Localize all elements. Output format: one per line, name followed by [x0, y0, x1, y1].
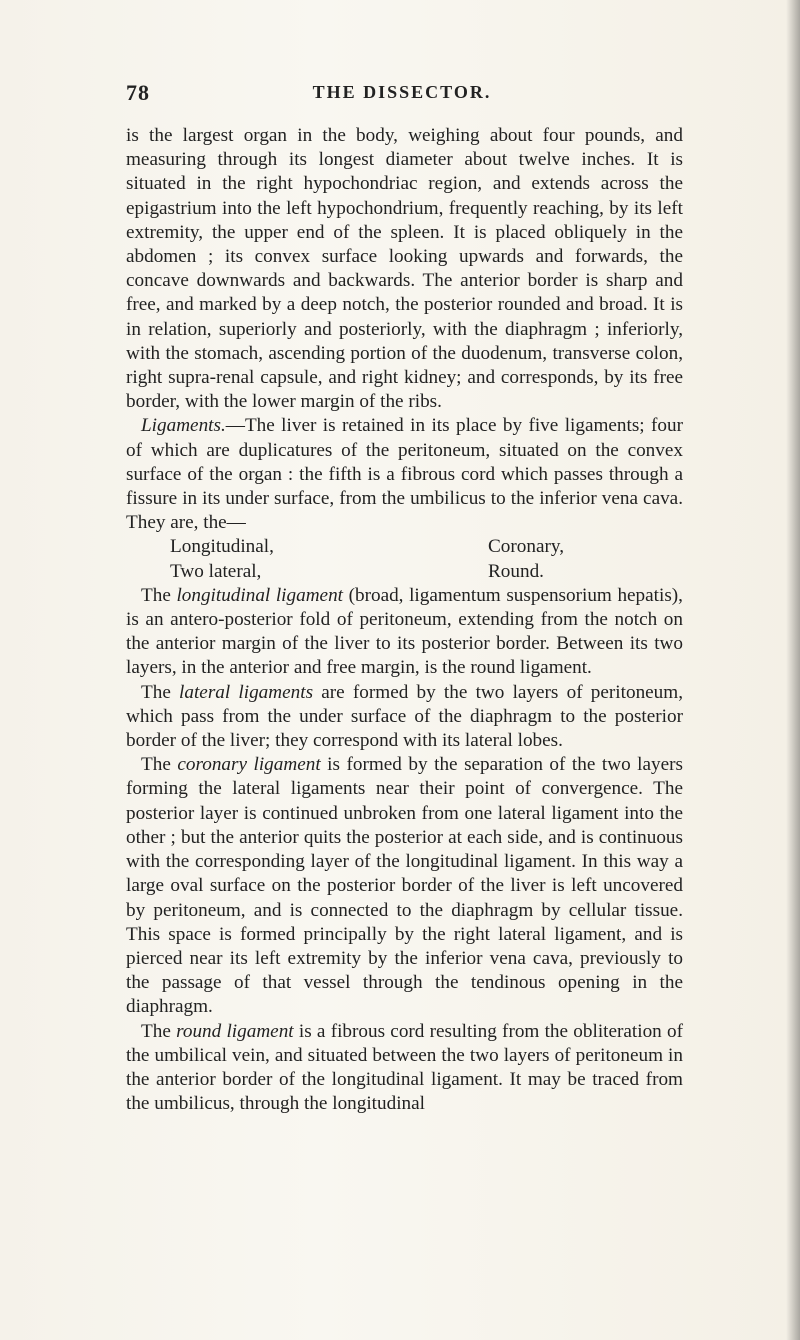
paragraph-longitudinal-ligament	[126, 584, 683, 681]
ligament-list-item: Round.	[488, 560, 544, 582]
paragraph-round-ligament	[126, 1020, 683, 1117]
paragraph-longitudinal-text: (broad, ligamentum suspensorium hepatis), is an antero-posterior fold of peritoneum, extending from the notch on the anterior margin of the liver to its posterior border. Between its two layers, in the anterior and free margin, is the round ligament.	[126, 584, 683, 679]
paragraph-round-text: is a fibrous cord resulting from the obliteration of the umbilical vein, and situated between the two layers of peritoneum in the anterior border of the longitudinal ligament. It may be traced from the umbilicus, through the longitudinal	[126, 1020, 683, 1115]
paragraph-prefix: The	[141, 754, 178, 776]
ligament-list-item: Coronary,	[488, 536, 565, 558]
ligament-list-item: Two lateral,	[170, 560, 262, 582]
paragraph-liver-description: is the largest organ in the body, weighing about four pounds, and measuring through its longest diameter about twelve inches. It is situated in the right hypochondriac region, and extends across the epigastrium into the left hypochondrium, frequently reaching, by its left extremity, the upper end of the spleen. It is placed obliquely in the abdomen ; its convex surface looking upwards and forwards, the concave downwards and backwards. The anterior border is sharp and free, and marked by a deep notch, the posterior rounded and broad. It is in relation, superiorly and posteriorly, with the diaphragm ; inferiorly, with the stomach, ascending portion of the duodenum, transverse colon, right supra-renal capsule, and right kidney; and corresponds, by its free border, with the lower margin of the ribs.	[126, 125, 683, 413]
paragraph-coronary-ligament	[126, 753, 683, 1019]
page-number: 78	[126, 80, 150, 105]
running-head: THE DISSECTOR.	[312, 82, 492, 102]
paragraph-prefix: The	[141, 1020, 177, 1042]
page-edge-shadow	[786, 0, 800, 1340]
ligament-list-item: Longitudinal,	[170, 536, 274, 558]
paragraph-prefix: The	[141, 584, 177, 606]
paragraph-ligaments	[126, 414, 683, 535]
paragraph-lateral-text: are formed by the two layers of peritoneum, which pass from the under surface of the diaphragm to the posterior border of the liver; they correspond with its lateral lobes.	[126, 681, 683, 752]
term-coronary-ligament: coronary ligament	[177, 754, 321, 776]
term-lateral-ligaments: lateral ligaments	[179, 681, 314, 703]
paragraph-ligaments-text: —The liver is retained in its place by five ligaments; four of which are duplicatures of the peritoneum, situated on the convex surface of the organ : the fifth is a fibrous cord which passes through a fissure in its under surface, from the umbilicus to the inferior vena cava. They are, the—	[126, 415, 683, 534]
term-longitudinal-ligament: longitudinal ligament	[176, 584, 343, 606]
paragraph-coronary-text: is formed by the separation of the two layers forming the lateral ligaments near their point of convergence. The posterior layer is continued unbroken from one lateral ligament into the other ; but the anterior quits the posterior at each side, and is continuous with the corresponding layer of the longitudinal ligament. In this way a large oval surface on the posterior border of the liver is left uncovered by peritoneum, and is connected to the diaphragm by cellular tissue. This space is formed principally by the right lateral ligament, and is pierced near its left extremity by the inferior vena cava, previously to the passage of that vessel through the tendinous opening in the diaphragm.	[126, 754, 683, 1018]
body-text	[126, 124, 683, 1116]
paragraph-prefix: The	[141, 681, 180, 703]
paragraph-lateral-ligaments	[126, 681, 683, 754]
term-round-ligament: round ligament	[176, 1020, 294, 1042]
ligament-list	[170, 535, 683, 583]
section-heading-ligaments: Ligaments.	[141, 415, 226, 437]
page-header	[126, 80, 678, 110]
